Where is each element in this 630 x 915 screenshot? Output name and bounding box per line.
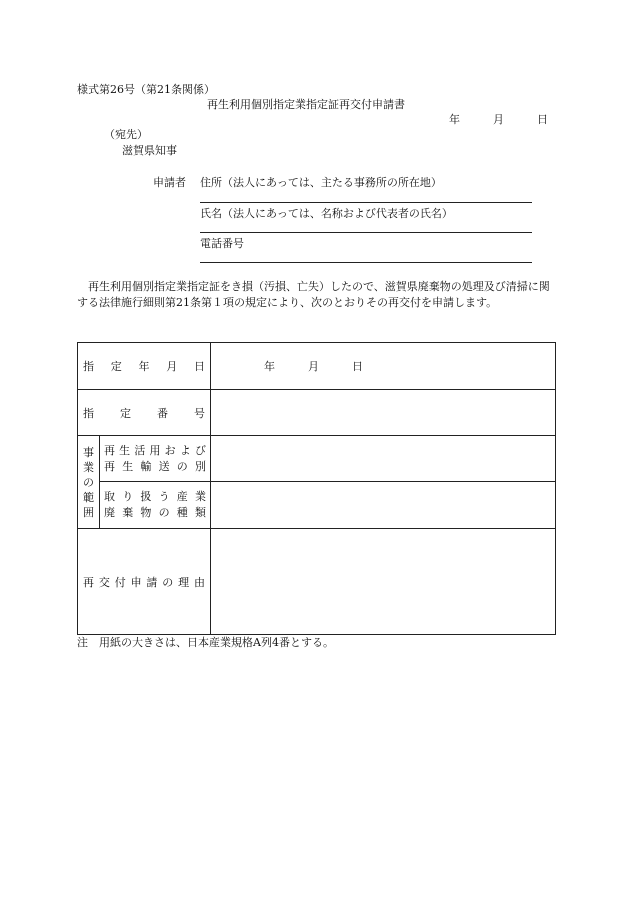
scope-char: 範 [83, 490, 94, 504]
designation-date-label: 指定年月日 [78, 343, 211, 390]
waste-type-label [100, 482, 211, 529]
table-row-designation-date [78, 343, 556, 390]
date-day-label: 日 [537, 113, 548, 126]
scope-char: 囲 [83, 505, 94, 519]
addressee-name: 滋賀県知事 [122, 144, 177, 157]
body-paragraph: 再生利用個別指定業指定証をき損（汚損、亡失）したので、滋賀県廃棄物の処理及び清掃に関する法律施行細則第21条第１項の規定により、次のとおりその再交付を申請します。 [77, 280, 550, 309]
name-line[interactable] [200, 232, 532, 233]
date-year-label: 年 [449, 113, 460, 126]
business-scope-label [78, 436, 100, 529]
designation-year-label: 年 [264, 360, 275, 373]
recycling-type-label-line1: 再生活用および [104, 443, 206, 457]
reissue-reason-label: 再交付申請の理由 [78, 529, 211, 635]
address-line[interactable] [200, 202, 532, 203]
designation-number-value[interactable] [211, 390, 556, 436]
recycling-type-label [100, 436, 211, 482]
addressee-label: （宛先） [104, 128, 148, 141]
table-row-reissue-reason [78, 529, 556, 635]
address-label: 住所（法人にあっては、主たる事務所の所在地） [200, 176, 442, 189]
application-date [449, 113, 548, 127]
designation-month-label: 月 [308, 360, 319, 373]
name-label: 氏名（法人にあっては、名称および代表者の氏名） [200, 207, 453, 220]
application-table [77, 342, 556, 635]
waste-type-label-line2: 廃棄物の種類 [104, 506, 206, 519]
designation-number-label: 指定番号 [78, 390, 211, 436]
table-row-recycling-type [78, 436, 556, 482]
designation-day-label: 日 [352, 360, 363, 373]
waste-type-label-line1: 取り扱う産業 [104, 490, 206, 503]
document-title: 再生利用個別指定業指定証再交付申請書 [207, 98, 405, 111]
footnote: 注 用紙の大きさは、日本産業規格A列4番とする。 [77, 636, 334, 649]
designation-date-fields [211, 358, 555, 374]
applicant-label: 申請者 [153, 176, 186, 189]
table-row-waste-type [78, 482, 556, 529]
form-number: 様式第26号（第21条関係） [77, 83, 215, 96]
scope-char: 業 [83, 460, 94, 474]
phone-label: 電話番号 [200, 237, 244, 250]
waste-type-value[interactable] [211, 482, 556, 529]
recycling-type-value[interactable] [211, 436, 556, 482]
recycling-type-label-line2: 再生輸送の別 [104, 459, 206, 473]
designation-date-value[interactable] [211, 343, 556, 390]
scope-char: の [83, 475, 94, 489]
phone-line[interactable] [200, 262, 532, 263]
table-row-designation-number [78, 390, 556, 436]
scope-char: 事 [83, 445, 94, 459]
date-month-label: 月 [493, 113, 504, 126]
reissue-reason-value[interactable] [211, 529, 556, 635]
